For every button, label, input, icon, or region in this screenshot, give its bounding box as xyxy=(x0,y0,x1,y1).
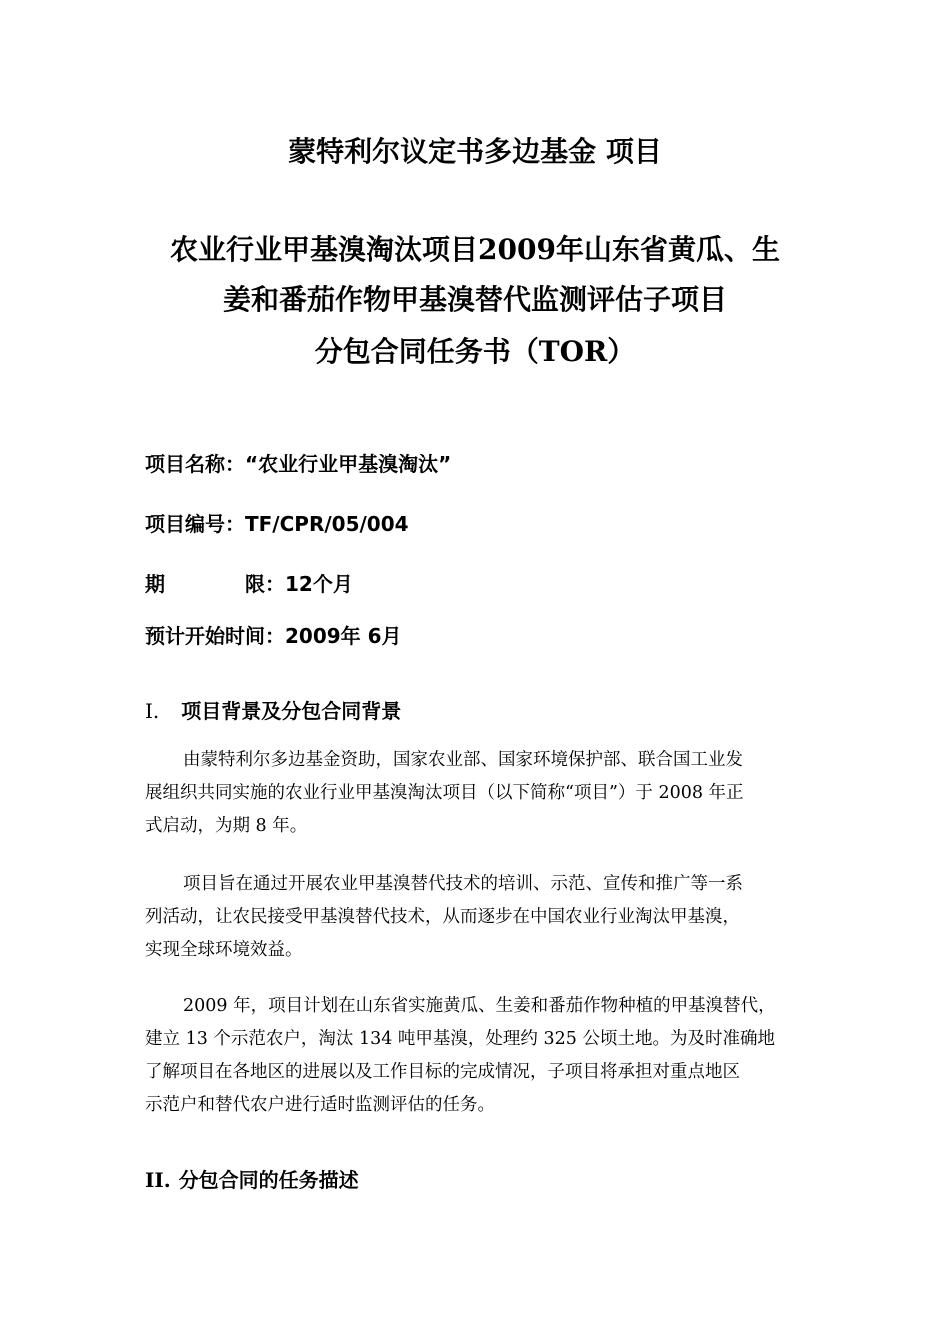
section-1-heading xyxy=(145,695,401,727)
project-title-line-1: 农业行业甲基溴淘汰项目2009年山东省黄瓜、生 xyxy=(170,233,780,266)
duration-row xyxy=(145,568,353,600)
paragraph-line: 2009 年，项目计划在山东省实施黄瓜、生姜和番茄作物种植的甲基溴替代， xyxy=(183,996,776,1016)
project-number-label: 项目编号： xyxy=(145,512,245,536)
section-2-heading xyxy=(145,1164,359,1196)
paragraph-line: 由蒙特利尔多边基金资助，国家农业部、国家环境保护部、联合国工业发 xyxy=(183,750,743,770)
tor-title: 分包合同任务书（TOR） xyxy=(314,335,636,368)
project-title-line-2: 姜和番茄作物甲基溴替代监测评估子项目 xyxy=(222,283,727,316)
project-name-row xyxy=(145,448,451,480)
paragraph-line: 展组织共同实施的农业行业甲基溴淘汰项目（以下简称“项目”）于 2008 年正 xyxy=(145,783,744,803)
project-name-value: “农业行业甲基溴淘汰” xyxy=(245,452,452,476)
project-name-label: 项目名称： xyxy=(145,452,245,476)
paragraph-line: 建立 13 个示范农户，淘汰 134 吨甲基溴，处理约 325 公顷土地。为及时准确地 xyxy=(145,1029,775,1049)
section-1-title: 项目背景及分包合同背景 xyxy=(181,699,402,723)
paragraph-line: 实现全球环境效益。 xyxy=(145,940,303,960)
paragraph-background-2 xyxy=(145,868,815,967)
project-number-row xyxy=(145,508,409,540)
start-time-row xyxy=(145,620,402,652)
start-time-value: 2009年 6月 xyxy=(285,624,402,648)
paragraph-line: 了解项目在各地区的进展以及工作目标的完成情况，子项目将承担对重点地区 xyxy=(145,1062,740,1082)
fund-title: 蒙特利尔议定书多边基金 项目 xyxy=(288,135,662,168)
paragraph-line: 项目旨在通过开展农业甲基溴替代技术的培训、示范、宣传和推广等一系 xyxy=(183,874,743,894)
paragraph-line: 示范户和替代农户进行适时监测评估的任务。 xyxy=(145,1095,495,1115)
paragraph-background-1 xyxy=(145,744,815,843)
paragraph-background-3 xyxy=(145,990,815,1122)
duration-value: 12个月 xyxy=(285,572,353,596)
duration-label-first: 期 xyxy=(145,572,165,596)
paragraph-line: 列活动，让农民接受甲基溴替代技术，从而逐步在中国农业行业淘汰甲基溴， xyxy=(145,907,740,927)
paragraph-line: 式启动，为期 8 年。 xyxy=(145,816,308,836)
start-time-label: 预计开始时间： xyxy=(145,624,285,648)
section-2-title: 分包合同的任务描述 xyxy=(178,1168,359,1192)
section-2-number: II. xyxy=(145,1168,171,1192)
project-number-value: TF/CPR/05/004 xyxy=(245,512,409,536)
section-1-number: I. xyxy=(145,699,160,723)
duration-label-second: 限： xyxy=(245,572,285,596)
